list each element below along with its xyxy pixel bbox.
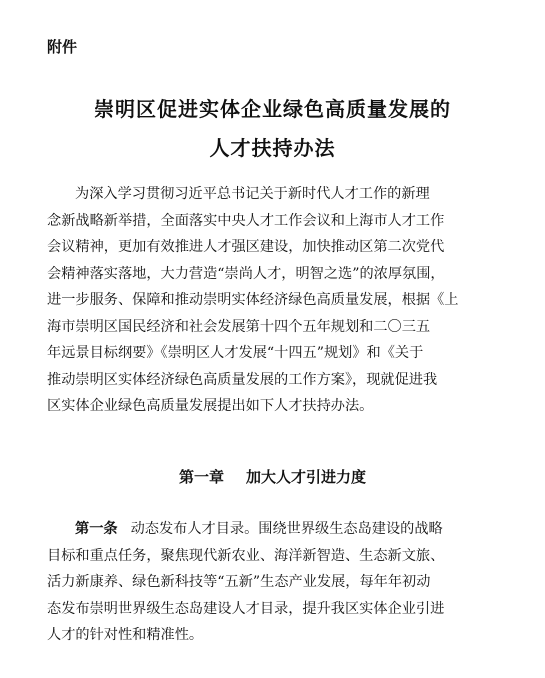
- preamble-line: 年远景目标纲要》《崇明区人才发展“十四五”规划》和《关于: [47, 345, 424, 361]
- document-title-line-2: 人才扶持办法: [209, 136, 336, 160]
- article-line: 目标和重点任务，聚焦现代新农业、海洋新智造、生态新文旅、: [47, 547, 445, 564]
- document-title-line-1: 崇明区促进实体企业绿色高质量发展的: [94, 97, 451, 121]
- preamble-line: 进一步服务、保障和推动崇明实体经济绿色高质量发展，根据《上: [47, 292, 459, 308]
- preamble-line: 为深入学习贯彻习近平总书记关于新时代人才工作的新理: [75, 186, 430, 202]
- chapter-number: 第一章: [178, 468, 224, 486]
- article-line: 人才的针对性和精准性。: [47, 627, 204, 643]
- preamble-line: 推动崇明区实体经济绿色高质量发展的工作方案》，现就促进我: [47, 371, 438, 388]
- article-line: 活力新康养、绿色新科技等“五新”生态产业发展，每年年初动: [47, 574, 431, 590]
- article-line: 第一条 动态发布人才目录。围绕世界级生态岛建设的战略: [75, 521, 443, 537]
- article-head: 第一条: [75, 521, 118, 537]
- article-1-paragraph: [47, 516, 509, 649]
- article-line: 态发布崇明世界级生态岛建设人才目录，提升我区实体企业引进: [47, 600, 445, 617]
- preamble-paragraph: [47, 181, 509, 420]
- preamble-line: 念新战略新举措，全面落实中央人才工作会议和上海市人才工作: [47, 212, 445, 229]
- preamble-line: 海市崇明区国民经济和社会发展第十四个五年规划和二〇三五: [47, 318, 431, 335]
- preamble-line: 会议精神，更加有效推进人才强区建设，加快推动区第二次党代: [47, 239, 445, 255]
- attachment-label: 附件: [47, 38, 78, 56]
- chapter-heading: [0, 466, 545, 487]
- chapter-name: 加大人才引进力度: [246, 468, 367, 486]
- preamble-line: 会精神落实落地，大力营造“崇尚人才，明智之选”的浓厚氛围，: [47, 265, 445, 282]
- preamble-line: 区实体企业绿色高质量发展提出如下人才扶持办法。: [47, 398, 374, 414]
